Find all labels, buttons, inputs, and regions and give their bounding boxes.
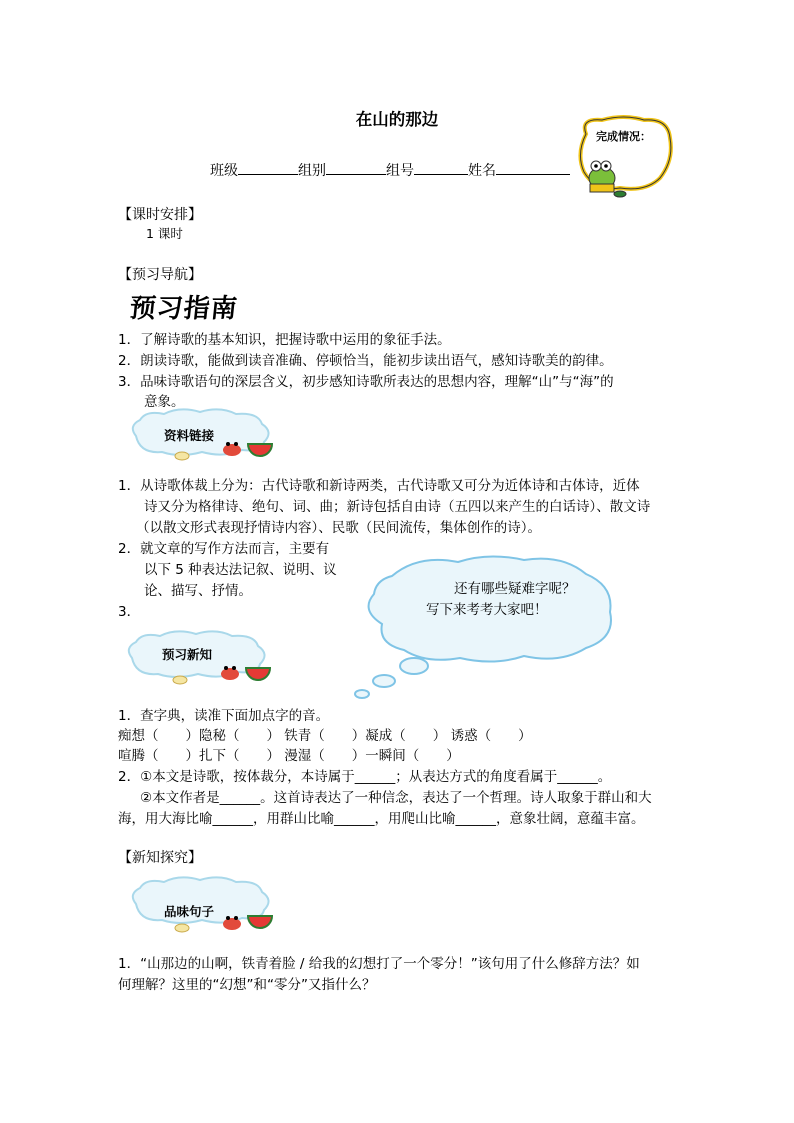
guide-item-3-cont: 意象。 bbox=[144, 394, 185, 410]
q2-line-1: 2．①本文是诗歌，按体裁分，本诗属于______；从表达方式的角度看属于______。 bbox=[118, 769, 612, 785]
section-schedule: 【课时安排】 bbox=[118, 207, 202, 223]
schedule-value: 1 课时 bbox=[146, 226, 183, 241]
guide-title: 预习指南 bbox=[128, 294, 240, 324]
q2-line-3: 海，用大海比喻______，用群山比喻______，用爬山比喻______，意象壮阔，意蕴丰富。 bbox=[118, 811, 645, 827]
completion-badge bbox=[572, 112, 676, 200]
cloud-resource-label: 资料链接 bbox=[164, 428, 215, 443]
shell-icon bbox=[175, 452, 189, 460]
guide-item-2: 2．朗读诗歌，能做到读音准确、停顿恰当，能初步读出语气，感知诗歌美的韵律。 bbox=[118, 353, 613, 369]
guide-item-3: 3．品味诗歌语句的深层含义，初步感知诗歌所表达的思想内容，理解“山”与“海”的 bbox=[118, 374, 614, 390]
thought-bubble bbox=[348, 552, 620, 702]
badge-label: 完成情况： bbox=[596, 130, 651, 143]
pronunciation-row-1: 痴想（ ）隐秘（ ） 铁青（ ）凝成（ ） 诱惑（ ） bbox=[118, 728, 532, 744]
class-field[interactable] bbox=[238, 160, 298, 175]
cloud-taste-label: 品味句子 bbox=[164, 904, 215, 919]
bubble-line-2: 写下来考考大家吧！ bbox=[426, 602, 548, 618]
q2-line-2: ②本文作者是______。这首诗表达了一种信念，表达了一个哲理。诗人取象于群山和大 bbox=[140, 790, 652, 806]
watermelon-icon bbox=[248, 916, 272, 928]
number-label: 组号 bbox=[386, 163, 414, 179]
bubble-line-1: 还有哪些疑难字呢？ bbox=[454, 581, 576, 597]
guide-item-1: 1．了解诗歌的基本知识，把握诗歌中运用的象征手法。 bbox=[118, 332, 451, 348]
shell-icon bbox=[175, 924, 189, 932]
number-field[interactable] bbox=[414, 160, 468, 175]
watermelon-icon bbox=[248, 444, 272, 456]
page-title: 在山的那边 bbox=[355, 110, 439, 129]
resource-item-3: 3． bbox=[118, 604, 141, 620]
resource-item-2-line-3: 论、描写、抒情。 bbox=[144, 583, 252, 599]
group-label: 组别 bbox=[298, 163, 326, 179]
resource-item-2-line-1: 2．就文章的写作方法而言，主要有 bbox=[118, 541, 330, 557]
section-preview: 【预习导航】 bbox=[118, 267, 202, 283]
resource-item-1-line-1: 1．从诗歌体裁上分为：古代诗歌和新诗两类，古代诗歌又可分为近体诗和古体诗，近体 bbox=[118, 478, 640, 494]
section-explore: 【新知探究】 bbox=[118, 850, 202, 866]
resource-item-2-line-2: 以下 5 种表达法记叙、说明、议 bbox=[144, 562, 337, 578]
explore-q1-line-1: 1．“山那边的山啊，铁青着脸 / 给我的幻想打了一个零分！”该句用了什么修辞方法？如 bbox=[118, 956, 640, 972]
pronunciation-row-2: 喧腾（ ）扎下（ ） 漫湿（ ）一瞬间（ ） bbox=[118, 748, 460, 764]
name-label: 姓名 bbox=[468, 163, 496, 179]
explore-q1-line-2: 何理解？这里的“幻想”和“零分”又指什么？ bbox=[118, 977, 376, 993]
cloud-new-knowledge-label: 预习新知 bbox=[162, 647, 213, 662]
group-field[interactable] bbox=[326, 160, 386, 175]
resource-item-1-line-3: （以散文形式表现抒情诗内容）、民歌（民间流传，集体创作的诗）。 bbox=[136, 520, 541, 536]
pronunciation-intro: 1．查字典，读准下面加点字的音。 bbox=[118, 708, 330, 724]
shell-icon bbox=[173, 676, 187, 684]
class-label: 班级 bbox=[210, 163, 238, 179]
student-info bbox=[210, 160, 570, 180]
watermelon-icon bbox=[246, 668, 270, 680]
name-field[interactable] bbox=[496, 160, 570, 175]
resource-item-1-line-2: 诗又分为格律诗、绝句、词、曲；新诗包括自由诗（五四以来产生的白话诗）、散文诗 bbox=[144, 499, 651, 515]
